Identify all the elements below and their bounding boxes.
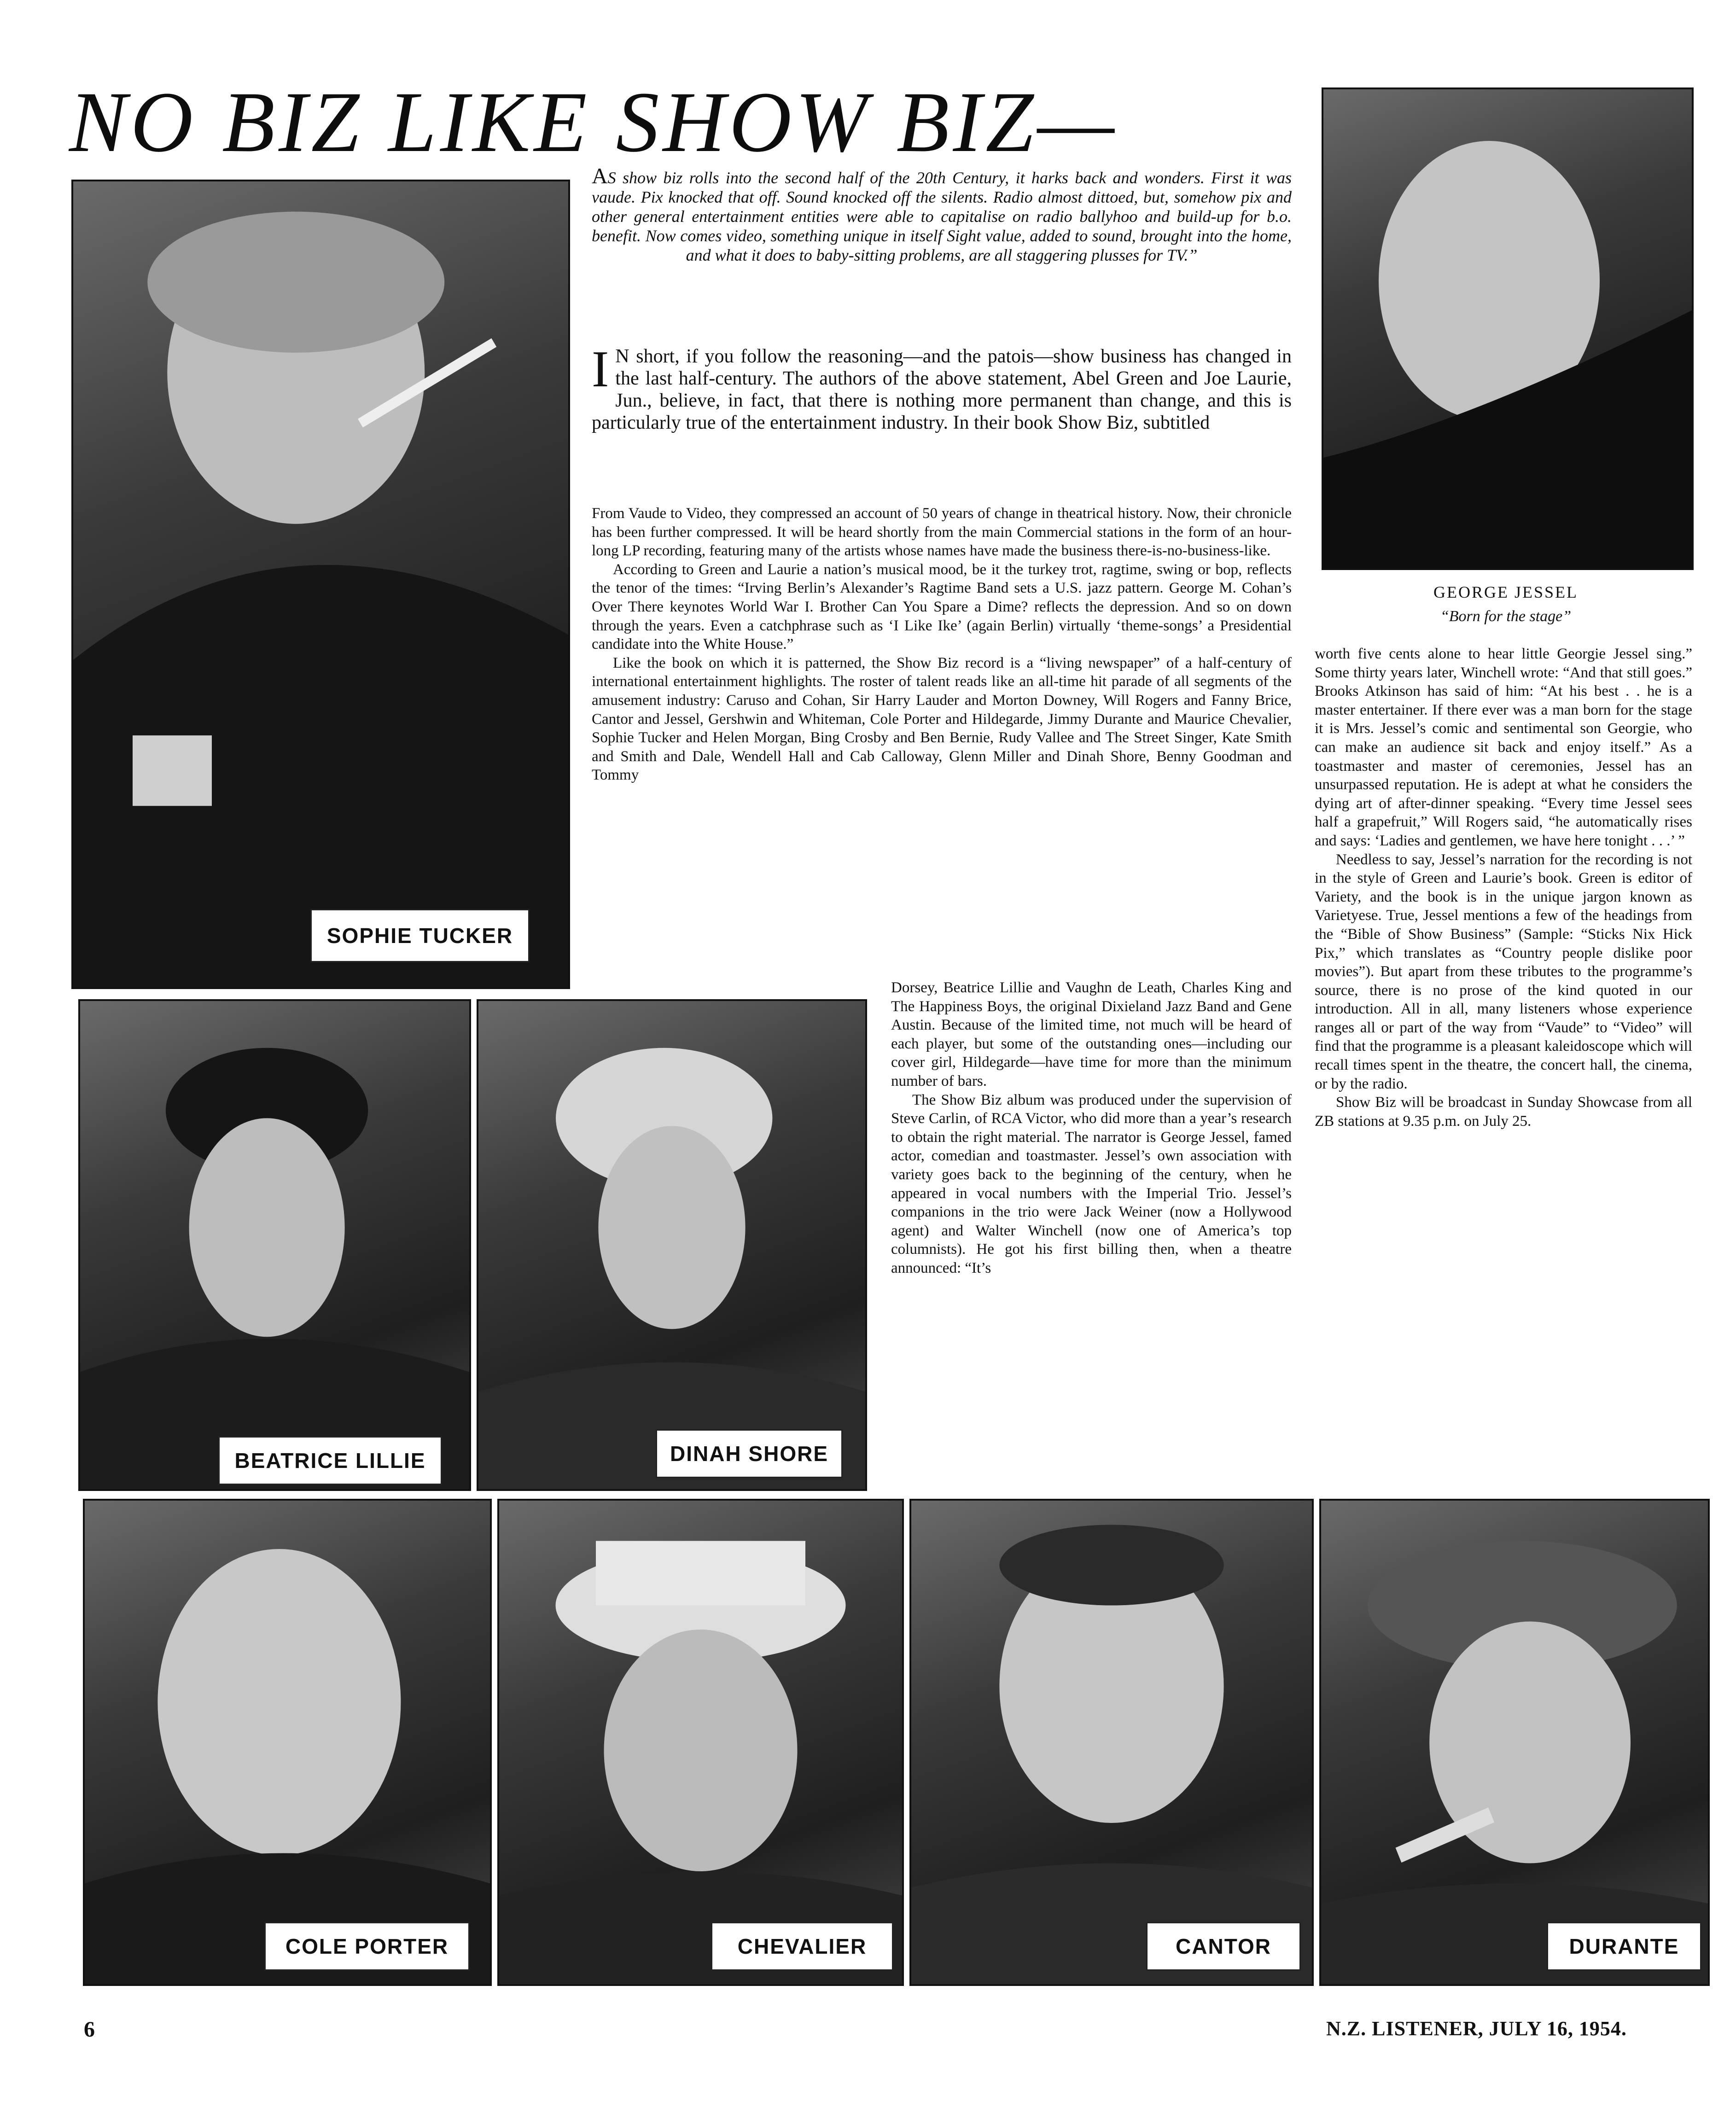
intro-quote: AS show biz rolls into the second half of the 20th Century, it harks back and wonders. First it was vaude. Pix knocked that off. Sound knocked off the silents. Radio almost dittoed, but, somehow pix and other general entertainment entities were able to capitalise on radio ballyhoo and build-up for b.o. benefit. Now comes video, something unique in itself Sight value, added to sound, brought into the home, and what it does to baby-sitting problems, are all staggering plusses for TV.” <box>592 164 1292 264</box>
portrait-silhouette-icon <box>73 181 568 987</box>
caption-chevalier: CHEVALIER <box>711 1922 893 1971</box>
page-number: 6 <box>84 2017 95 2042</box>
article-column-main: From Vaude to Video, they compressed an account of 50 years of change in theatrical history. Now, their chronicle has been further compressed. It will be heard shortly from the main Commercial stations in the form of an hour-long LP recording, featuring many of the artists whose names have made the business there-is-no-business-like. According to Green and Laurie a nation’s musical mood, be it the turkey trot, ragtime, swing or bop, reflects the tenor of the times: “Irving Berlin’s Alexander’s Ragtime Band sets a U.S. jazz pattern. George M. Cohan’s Over There keynotes World War I. Brother Can You Spare a Dime? reflects the depression. And so on down through the years. Even a catchphrase such as ‘I Like Ike’ (again Berlin) virtually ‘theme-songs’ a Presidential candidate into the White House.” Like the book on which it is patterned, the Show Biz record is a “living newspaper” of a half-century of international entertainment highlights. The roster of talent reads like an all-time hit parade of all segments of the amusement industry: Caruso and Cohan, Sir Harry Lauder and Morton Downey, Will Rogers and Fanny Brice, Cantor and Jessel, Gershwin and Whiteman, Cole Porter and Hildegarde, Jimmy Durante and Maurice Chevalier, Sophie Tucker and Helen Morgan, Bing Crosby and Ben Bernie, Rudy Vallee and The Street Singer, Kate Smith and Smith and Dale, Wendell Hall and Cab Calloway, Glenn Miller and Dinah Shore, Benny Goodman and Tommy <box>592 505 1292 784</box>
article-column-middle: Dorsey, Beatrice Lillie and Vaughn de Leath, Charles King and The Happiness Boys, the original Dixieland Jazz Band and Gene Austin. Because of the limited time, not much will be heard of each player, but some of the outstanding ones—including our cover girl, Hildegarde—have time for more than the minimum number of bars. The Show Biz album was produced under the supervision of Steve Carlin, of RCA Victor, who did more than a year’s research to obtain the right material. The narrator is George Jessel, famed actor, comedian and toastmaster. Jessel’s own association with variety goes back to the beginning of the century, when he appeared in vocal numbers with the Imperial Trio. Jessel’s companions in the trio were Jack Weiner (now a Hollywood agent) and Walter Winchell (now one of America’s top columnists). He got his first billing then, when a theatre announced: “It’s <box>891 979 1292 1276</box>
caption-dinah-shore: DINAH SHORE <box>656 1429 843 1478</box>
photo-dinah-shore <box>477 999 867 1491</box>
caption-durante: DURANTE <box>1547 1922 1701 1971</box>
caption-cantor: CANTOR <box>1146 1922 1301 1971</box>
drop-cap: I <box>592 341 609 398</box>
portrait-silhouette-icon <box>1321 1501 1708 1984</box>
article-column-right: worth five cents alone to hear little Georgie Jessel sing.” Some thirty years later, Winchell wrote: “And that still goes.” Brooks Atkinson has said of him: “At his best . . he is a master entertainer. If there ever was a man born for the stage it is Mrs. Jessel’s comic and sentimental son Georgie, who can make an audience sit back and enjoy itself.” As a toastmaster and master of ceremonies, Jessel has an unsurpassed reputation. He is adept at what he considers the dying art of after-dinner speaking. “Every time Jessel sees half a grapefruit,” Will Rogers said, “he automatically rises and says: ‘Ladies and gentlemen, we have here tonight . . .’ ” Needless to say, Jessel’s narration for the recording is not in the style of Green and Laurie’s book. Green is editor of Variety, and the book is in the unique jargon known as Varietyese. True, Jessel mentions a few of the headings from the “Bible of Show Business” (Sample: “Sticks Nix Hick Pix,” which translates as “Country people dislike poor movies”). But apart from these tributes to the programme’s source, there is no prose of the kind quoted in our introduction. All in all, many listeners whose experience ranges all or part of the way from “Vaude” to “Video” will find that the programme is a pleasant kaleidoscope which will recall times spent in the theatre, the concert hall, the cinema, or by the radio. Show Biz will be broadcast in Sunday Showcase from all ZB stations at 9.35 p.m. on July 25. <box>1315 646 1692 1129</box>
photo-cole-porter <box>83 1499 492 1986</box>
portrait-silhouette-icon <box>911 1501 1312 1984</box>
photo-george-jessel <box>1322 87 1694 570</box>
portrait-silhouette-icon <box>80 1001 469 1489</box>
caption-cole-porter: COLE PORTER <box>264 1922 470 1971</box>
caption-sophie-tucker: SOPHIE TUCKER <box>310 909 530 962</box>
photo-cantor <box>909 1499 1314 1986</box>
portrait-silhouette-icon <box>478 1001 865 1489</box>
publication-line: N.Z. LISTENER, JULY 16, 1954. <box>1326 2017 1627 2040</box>
caption-beatrice-lillie: BEATRICE LILLIE <box>218 1436 442 1485</box>
photo-chevalier <box>497 1499 904 1986</box>
portrait-silhouette-icon <box>499 1501 902 1984</box>
headline: NO BIZ LIKE SHOW BIZ— <box>69 74 1118 170</box>
caption-jessel-subtitle: “Born for the stage” <box>1440 608 1572 625</box>
lead-paragraph: I N short, if you follow the reasoning—and the patois—show business has changed in the last half-century. The authors of the above statement, Abel Green and Joe Laurie, Jun., believe, in fact, that there is nothing more permanent than change, and this is particularly true of the entertainment industry. In their book Show Biz, subtitled <box>592 341 1292 433</box>
photo-sophie-tucker <box>71 180 570 989</box>
photo-durante <box>1319 1499 1710 1986</box>
portrait-silhouette-icon <box>1323 89 1692 568</box>
caption-george-jessel: GEORGE JESSEL <box>1433 583 1578 601</box>
photo-beatrice-lillie <box>78 999 471 1491</box>
portrait-silhouette-icon <box>85 1501 490 1984</box>
